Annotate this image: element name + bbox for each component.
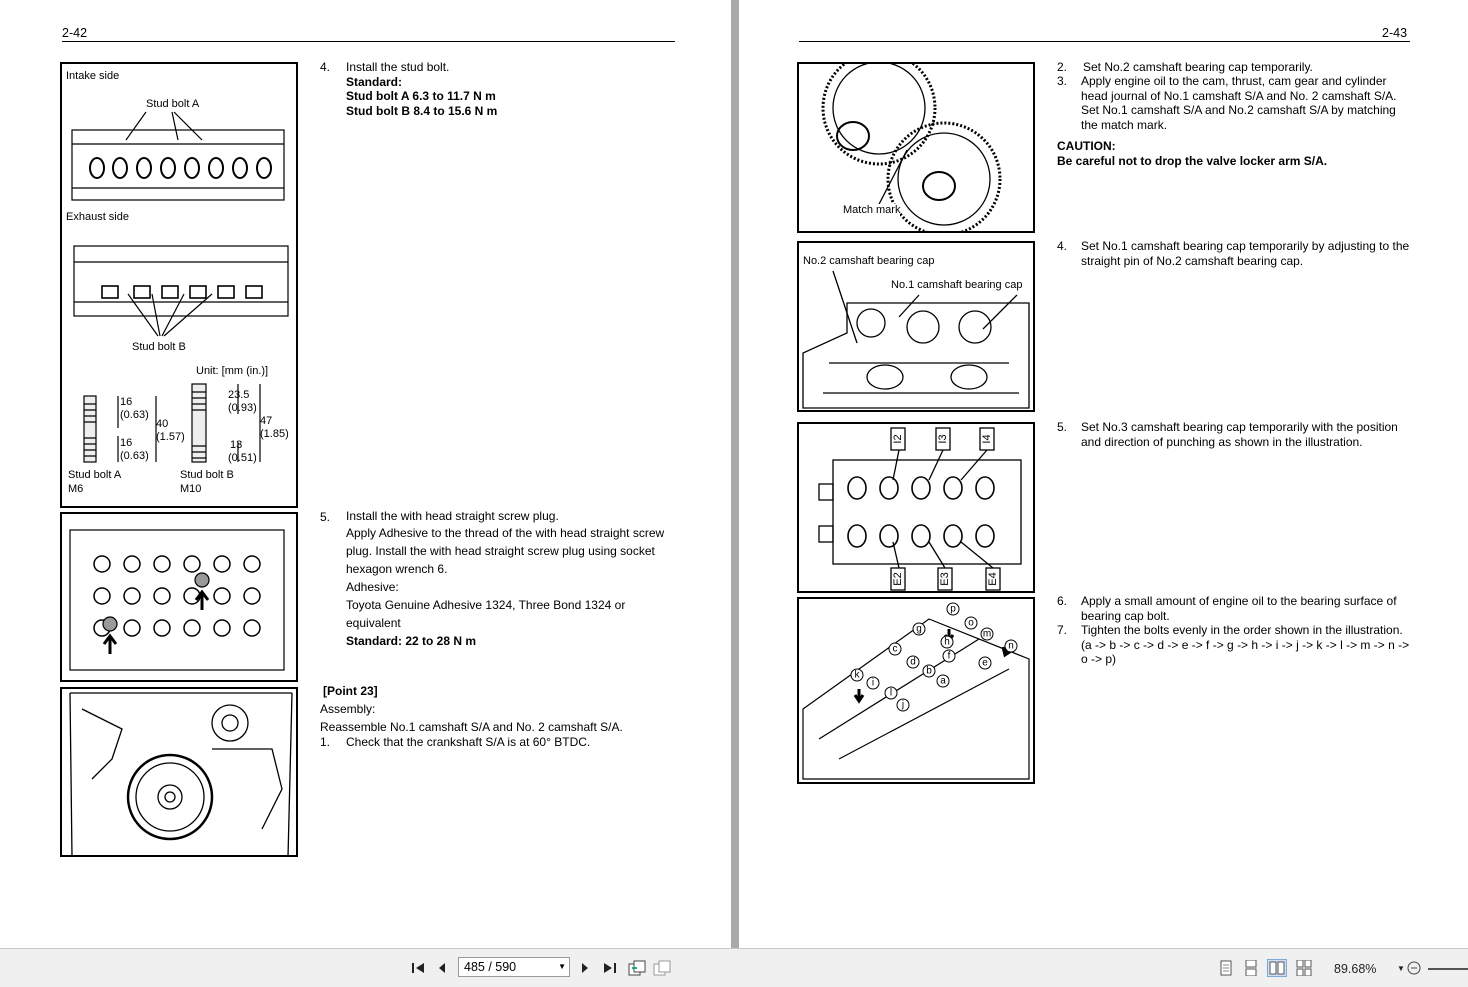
order-label-o: o [968,617,974,629]
page-number-field[interactable] [458,957,570,977]
tightening-order-figure [797,597,1035,784]
tightening-sequence: (a -> b -> c -> d -> e -> f -> g -> h -> i -> j -> k -> l -> m -> n -> o -> p) [1081,637,1410,666]
step-5-body: Apply Adhesive to the thread of the with head straight screw plug. Install the with head straight screw plug using socket hexagon wrench 6. [346,526,665,576]
step-5-title: Install the with head straight screw plug. [346,509,559,523]
dim-b-4: (1.85) [260,428,289,440]
first-page-icon[interactable] [408,959,428,977]
order-label-d: d [910,656,916,668]
step-3-text: Apply engine oil to the cam, thrust, cam gear and cylinder head journal of No.1 camshaft S/A and No. 2 camshaft S/A. Set No.1 camshaft S/A and No.2 camshaft S/A by matching the match mark. [1081,74,1397,132]
step-4 [320,60,670,118]
order-label-i: i [871,677,875,689]
step-5 [320,508,665,650]
engine-front-drawing [62,689,298,857]
order-label-p: p [950,603,956,615]
dim-b-2: (0.93) [228,402,257,414]
next-view-icon[interactable] [652,959,672,977]
match-mark-label: Match mark [843,204,901,216]
step-6-right [1057,594,1412,623]
continuous-icon[interactable] [1241,959,1261,977]
page-dropdown-icon[interactable]: ▼ [558,962,566,971]
navigation-toolbar [0,948,1468,987]
adhesive-label: Adhesive: [346,580,399,594]
step-4-right [1057,239,1412,268]
zoom-level[interactable]: 89.68% [1334,962,1377,976]
step-7-right [1057,623,1412,667]
stud-bolt-a-label: Stud bolt A [146,98,200,110]
cap-label-e4: E4 [986,572,999,586]
order-label-c: c [892,643,898,655]
page-number: 2-43 [1382,26,1408,40]
order-label-b: b [926,665,932,677]
assembly-label: Assembly: [320,702,376,716]
order-label-e: e [982,657,988,669]
cap-label-i3: I3 [936,434,949,444]
intake-side-label: Intake side [66,70,120,82]
cap-positions-figure [797,422,1035,593]
step-7-right-text: Tighten the bolts evenly in the order shown in the illustration. [1081,623,1403,637]
cap-label-i4: I4 [980,434,993,444]
step-4-bolt-a: Stud bolt A 6.3 to 11.7 N m [346,89,496,103]
dim-a-6: (0.63) [120,450,149,462]
unit-label: Unit: [mm (in.)] [196,365,269,377]
dim-b-3: 47 [260,415,273,427]
step-5-standard: Standard: 22 to 28 N m [346,634,477,648]
step-4-bolt-b: Stud bolt B 8.4 to 15.6 N m [346,103,498,118]
next-page-icon[interactable] [575,959,595,977]
caution-text: Be careful not to drop the valve locker arm S/A. [1057,153,1328,168]
step-2-number: 2. [1057,60,1068,74]
stud-bolt-b-name: Stud bolt B [180,469,234,481]
step-6-right-text: Apply a small amount of engine oil to the bearing surface of bearing cap bolt. [1081,594,1397,623]
no1-cap-label: No.1 camshaft bearing cap [891,279,1023,291]
step-4-title: Install the stud bolt. [346,60,450,74]
stud-bolt-figure [60,62,298,508]
tightening-order-drawing [799,599,1035,784]
cap-positions-drawing [799,424,1035,593]
order-label-a: a [940,675,946,687]
step-3 [1057,74,1412,132]
cap-label-e3: E3 [938,572,951,586]
adhesive-value: Toyota Genuine Adhesive 1324, Three Bond 1324 or equivalent [346,598,626,630]
step-5-right [1057,420,1412,449]
cam-gear-drawing [799,64,1035,233]
zoom-dropdown-icon[interactable]: ▼ [1397,963,1405,973]
caution-title: CAUTION: [1057,139,1116,153]
facing-icon[interactable] [1267,959,1287,977]
step-6-right-number: 6. [1057,594,1068,608]
last-page-icon[interactable] [600,959,620,977]
cap-label-e2: E2 [891,572,904,586]
order-label-m: m [982,628,992,640]
page-number-value: 485 / 590 [464,960,517,974]
order-label-f: f [947,650,951,662]
dim-a-2: (0.63) [120,409,149,421]
dim-a-1: 16 [120,396,133,408]
reassemble-text: Reassemble No.1 camshaft S/A and No. 2 camshaft S/A. [320,720,623,734]
dim-a-4: (1.57) [156,431,185,443]
step-4-right-number: 4. [1057,239,1068,253]
order-label-k: k [854,669,860,681]
step-5-right-number: 5. [1057,420,1068,434]
zoom-out-icon[interactable] [1404,959,1424,977]
order-label-l: l [889,687,893,699]
point-step-1-number: 1. [320,735,331,749]
dim-b-5: 13 [230,439,243,451]
zoom-slider[interactable] [1428,968,1468,970]
cylinder-head-top-drawing [62,514,298,682]
dim-a-5: 16 [120,437,133,449]
stud-bolt-a-size: M6 [68,483,84,495]
screw-plug-figure [60,512,298,682]
stud-bolt-b-size: M10 [180,483,202,495]
match-mark-figure [797,62,1035,233]
stud-bolt-b-label: Stud bolt B [132,341,186,353]
step-2-text: Set No.2 camshaft bearing cap temporarily. [1083,60,1313,74]
step-4-number: 4. [320,60,331,74]
previous-view-icon[interactable] [627,959,647,977]
order-label-h: h [944,636,950,648]
continuous-facing-icon[interactable] [1294,959,1314,977]
header-rule [62,41,675,42]
step-4-right-text: Set No.1 camshaft bearing cap temporarily by adjusting to the straight pin of No.2 camshaft bearing cap. [1081,239,1410,268]
no2-cap-label: No.2 camshaft bearing cap [803,255,935,267]
step-4-standard: Standard: [346,74,403,89]
exhaust-side-label: Exhaust side [66,211,129,223]
cap-label-i2: I2 [891,434,904,444]
crankshaft-figure [60,687,298,857]
page-number: 2-42 [62,26,88,40]
step-5-right-text: Set No.3 camshaft bearing cap temporarily with the position and direction of punching as shown in the illustration. [1081,420,1398,449]
bearing-cap-figure [797,241,1035,412]
order-label-n: n [1008,640,1014,652]
stud-bolt-a-name: Stud bolt A [68,469,122,481]
order-label-j: j [901,699,905,711]
dim-a-3: 40 [156,418,169,430]
single-page-icon[interactable] [1216,959,1236,977]
step-5-number: 5. [320,510,331,524]
point-23-title: [Point 23] [323,684,378,698]
step-3-number: 3. [1057,74,1068,88]
order-label-g: g [916,623,922,635]
right-page [739,0,1468,948]
dim-b-1: 23.5 [228,389,250,401]
step-2 [1057,60,1412,75]
caution [1057,139,1412,168]
point-step-1-text: Check that the crankshaft S/A is at 60° BTDC. [346,735,591,749]
left-page [0,0,731,948]
dim-b-6: (0.51) [228,452,257,464]
header-rule [799,41,1410,42]
prev-page-icon[interactable] [432,959,452,977]
step-7-right-number: 7. [1057,623,1068,637]
bearing-cap-drawing [799,243,1035,412]
point-23 [320,682,665,748]
